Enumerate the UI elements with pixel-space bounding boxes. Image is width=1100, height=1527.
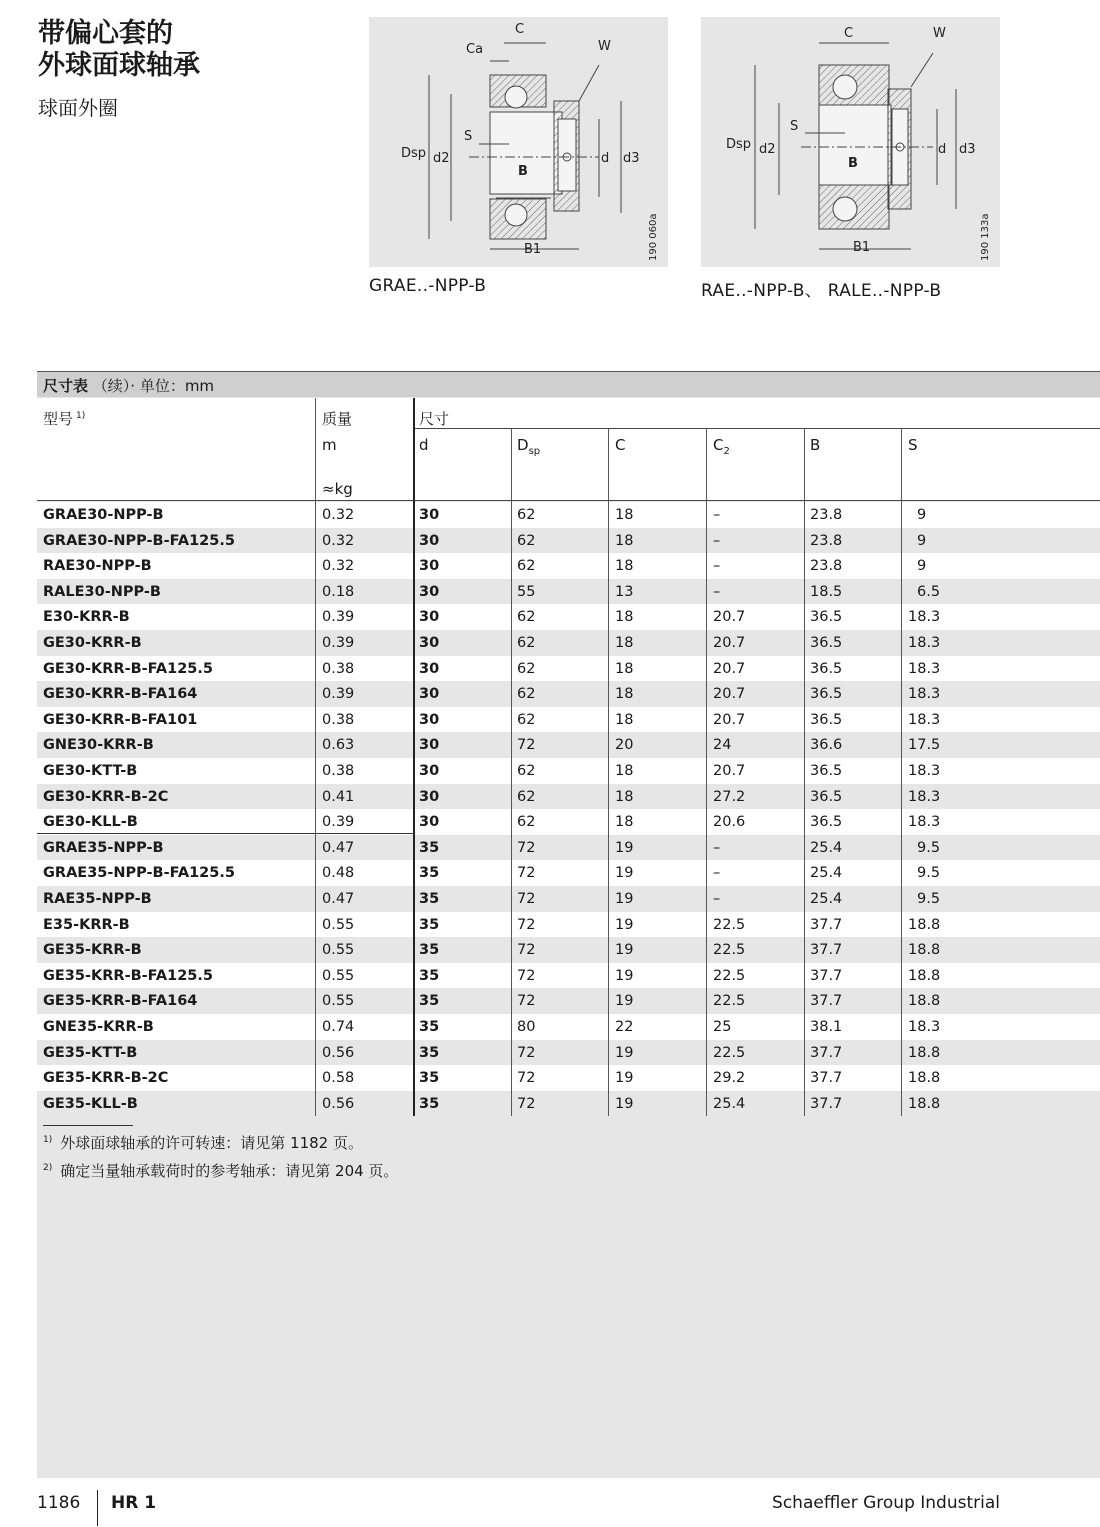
cell-d: 30 — [419, 686, 440, 703]
cell-s: 18.3 — [908, 788, 941, 805]
header-col-dsp: $D_{sp}$ — [517, 436, 541, 457]
cell-c2: 20.6 — [713, 814, 746, 831]
cell-b: 37.7 — [810, 967, 843, 984]
cell-d: 35 — [419, 1070, 440, 1087]
cell-mass: 0.55 — [322, 916, 355, 933]
label-b: B — [518, 164, 528, 179]
footnote-1 — [43, 1132, 398, 1153]
label-d2: d2 — [759, 142, 776, 157]
table-row — [37, 732, 1100, 758]
table-row — [37, 860, 1100, 886]
cell-c: 18 — [615, 558, 634, 575]
cell-s: 18.8 — [908, 1095, 941, 1112]
table-row — [37, 707, 1100, 733]
cell-d: 35 — [419, 967, 440, 984]
label-d2: d2 — [433, 151, 450, 166]
cell-s: 18.3 — [908, 1019, 941, 1035]
cell-s: 18.3 — [908, 686, 941, 703]
cell-s: 18.3 — [908, 660, 941, 677]
cell-c2: – — [713, 507, 721, 523]
page-title-line-1: 带偏心套的 — [38, 18, 173, 49]
group-separator — [37, 833, 414, 834]
cell-designation: GE30-KRR-B-FA101 — [43, 711, 198, 728]
cell-c2: – — [713, 865, 721, 882]
label-b: B — [848, 156, 858, 171]
cell-designation: GE35-KRR-B-2C — [43, 1070, 169, 1087]
cell-b: 36.5 — [810, 635, 843, 651]
cell-c: 19 — [615, 1095, 634, 1112]
table-row — [37, 1040, 1100, 1066]
cell-dsp: 72 — [517, 737, 536, 754]
cell-designation: GRAE35-NPP-B — [43, 839, 164, 856]
cell-s: 17.5 — [908, 737, 941, 754]
cell-designation: GE30-KRR-B-FA164 — [43, 686, 198, 703]
cell-d: 30 — [419, 635, 440, 651]
cell-dsp: 62 — [517, 788, 536, 805]
cell-b: 23.8 — [810, 507, 843, 523]
cell-dsp: 55 — [517, 583, 536, 600]
header-col-b: B — [810, 436, 821, 454]
footnote-mark: 2) — [43, 1163, 53, 1173]
table-title-rest: （续）· 单位：mm — [88, 377, 215, 395]
column-divider — [608, 428, 609, 1116]
cell-mass: 0.39 — [322, 609, 355, 626]
cell-c: 13 — [615, 583, 634, 600]
cell-c2: 20.7 — [713, 635, 746, 651]
table-header — [37, 398, 1100, 501]
table-row — [37, 758, 1100, 784]
cell-s: 18.8 — [908, 1070, 941, 1087]
header-col-c2: $C_2$ — [713, 436, 730, 457]
cell-b: 25.4 — [810, 891, 843, 907]
cell-s: 9.5 — [917, 865, 941, 882]
cell-c: 18 — [615, 763, 634, 779]
header-mass-symbol: m — [322, 436, 337, 454]
cell-b: 36.5 — [810, 609, 843, 626]
table-row — [37, 656, 1100, 682]
label-d: d — [601, 151, 610, 166]
label-dsp: Dsp — [726, 137, 752, 152]
cell-mass: 0.39 — [322, 635, 355, 651]
label-dsp: Dsp — [401, 146, 427, 161]
label-w: W — [933, 26, 946, 41]
label-ca: Ca — [466, 42, 484, 57]
cell-d: 30 — [419, 532, 440, 549]
label-s: S — [790, 119, 799, 134]
cell-designation: RALE30-NPP-B — [43, 583, 161, 600]
cell-c: 18 — [615, 814, 634, 831]
cell-d: 30 — [419, 558, 440, 575]
page-number: 1186 — [37, 1493, 81, 1513]
cell-s: 18.8 — [908, 967, 941, 984]
cell-dsp: 62 — [517, 558, 536, 575]
cell-dsp: 72 — [517, 1044, 536, 1061]
cell-c2: – — [713, 583, 721, 600]
cell-designation: GE30-KRR-B-FA125.5 — [43, 660, 213, 677]
label-s: S — [464, 129, 473, 144]
cell-c: 18 — [615, 507, 634, 523]
cell-c2: 25 — [713, 1019, 732, 1035]
cell-c2: – — [713, 839, 721, 856]
cell-designation: GRAE30-NPP-B-FA125.5 — [43, 532, 235, 549]
cell-c2: 22.5 — [713, 916, 746, 933]
cell-dsp: 62 — [517, 686, 536, 703]
table-row — [37, 553, 1100, 579]
cell-c2: 27.2 — [713, 788, 746, 805]
cell-s: 9.5 — [917, 891, 941, 907]
footnote-rule — [43, 1125, 133, 1126]
cell-s: 18.3 — [908, 635, 941, 651]
cell-s: 18.8 — [908, 993, 941, 1010]
cell-mass: 0.38 — [322, 660, 355, 677]
cell-c2: 22.5 — [713, 967, 746, 984]
cell-d: 35 — [419, 891, 440, 907]
footnote-mark: 1) — [43, 1135, 53, 1145]
header-dimensions: 尺寸 — [419, 410, 450, 428]
cell-dsp: 72 — [517, 916, 536, 933]
brand-name: Schaeffler Group Industrial — [772, 1493, 1000, 1513]
cell-c: 19 — [615, 839, 634, 856]
label-c: C — [844, 26, 854, 41]
cell-dsp: 62 — [517, 763, 536, 779]
cell-d: 30 — [419, 583, 440, 600]
cell-dsp: 72 — [517, 1095, 536, 1112]
cell-mass: 0.56 — [322, 1095, 355, 1112]
cell-b: 23.8 — [810, 558, 843, 575]
bearing-drawing-rae — [701, 17, 1000, 267]
cell-designation: RAE35-NPP-B — [43, 891, 152, 907]
cell-mass: 0.58 — [322, 1070, 355, 1087]
cell-b: 25.4 — [810, 865, 843, 882]
cell-dsp: 62 — [517, 635, 536, 651]
cell-b: 25.4 — [810, 839, 843, 856]
cell-b: 36.5 — [810, 660, 843, 677]
cell-dsp: 72 — [517, 993, 536, 1010]
cell-designation: GE30-KRR-B-2C — [43, 788, 169, 805]
cell-c: 19 — [615, 865, 634, 882]
cell-b: 37.7 — [810, 1095, 843, 1112]
cell-d: 35 — [419, 865, 440, 882]
header-col-c2-sub: 2 — [723, 446, 730, 457]
cell-mass: 0.56 — [322, 1044, 355, 1061]
table-row — [37, 937, 1100, 963]
cell-c: 19 — [615, 1044, 634, 1061]
cell-dsp: 72 — [517, 865, 536, 882]
cell-d: 30 — [419, 507, 440, 523]
cell-s: 9 — [917, 558, 927, 575]
cell-designation: GE35-KRR-B — [43, 942, 142, 959]
table-row — [37, 912, 1100, 938]
page-title-line-2: 外球面球轴承 — [38, 50, 200, 81]
cell-dsp: 62 — [517, 660, 536, 677]
label-w: W — [598, 39, 611, 54]
cell-designation: GRAE30-NPP-B — [43, 507, 164, 523]
cell-b: 37.7 — [810, 993, 843, 1010]
footnote-2 — [43, 1160, 398, 1181]
cell-mass: 0.55 — [322, 967, 355, 984]
cell-b: 36.5 — [810, 763, 843, 779]
cell-b: 18.5 — [810, 583, 843, 600]
cell-dsp: 62 — [517, 609, 536, 626]
cell-d: 35 — [419, 1044, 440, 1061]
table-row — [37, 835, 1100, 861]
cell-c: 18 — [615, 660, 634, 677]
table-row — [37, 784, 1100, 810]
cell-dsp: 72 — [517, 967, 536, 984]
table-row — [37, 1065, 1100, 1091]
page-title — [38, 18, 200, 82]
cell-s: 9 — [917, 507, 927, 523]
cell-b: 37.7 — [810, 916, 843, 933]
cell-c2: 22.5 — [713, 1044, 746, 1061]
header-mass-unit: ≈kg — [322, 480, 353, 498]
cell-c: 19 — [615, 1070, 634, 1087]
column-divider — [901, 428, 902, 1116]
cell-dsp: 62 — [517, 532, 536, 549]
footnote-text: 外球面球轴承的许可转速：请见第 1182 页。 — [60, 1134, 363, 1152]
cell-mass: 0.47 — [322, 839, 355, 856]
cell-c: 18 — [615, 711, 634, 728]
cell-mass: 0.55 — [322, 942, 355, 959]
table-title-strong: 尺寸表 — [43, 377, 89, 395]
label-d: d — [938, 142, 947, 157]
cell-dsp: 72 — [517, 891, 536, 907]
cell-mass: 0.38 — [322, 711, 355, 728]
cell-mass: 0.39 — [322, 814, 355, 831]
cell-c2: – — [713, 558, 721, 575]
header-col-s: S — [908, 436, 918, 454]
cell-designation: GNE30-KRR-B — [43, 737, 154, 754]
cell-b: 36.6 — [810, 737, 843, 754]
cell-c: 19 — [615, 967, 634, 984]
cell-mass: 0.48 — [322, 865, 355, 882]
label-b1: B1 — [524, 242, 542, 257]
cell-designation: E35-KRR-B — [43, 916, 130, 933]
catalogue-code: HR 1 — [111, 1493, 157, 1513]
cell-c: 22 — [615, 1019, 634, 1035]
header-col-d: d — [419, 436, 429, 454]
bearing-drawing-grae-svg — [369, 17, 668, 267]
cell-d: 35 — [419, 839, 440, 856]
cell-b: 38.1 — [810, 1019, 843, 1035]
cell-d: 30 — [419, 814, 440, 831]
table-row — [37, 630, 1100, 656]
cell-s: 6.5 — [917, 583, 941, 600]
page-subtitle: 球面外圈 — [38, 96, 118, 120]
table-row — [37, 502, 1100, 528]
cell-dsp: 72 — [517, 1070, 536, 1087]
cell-dsp: 72 — [517, 839, 536, 856]
cell-dsp: 72 — [517, 942, 536, 959]
cell-designation: GE35-KTT-B — [43, 1044, 138, 1061]
cell-mass: 0.55 — [322, 993, 355, 1010]
cell-c: 20 — [615, 737, 634, 754]
cell-c2: 20.7 — [713, 763, 746, 779]
cell-d: 30 — [419, 711, 440, 728]
column-divider — [804, 428, 805, 1116]
cell-s: 18.3 — [908, 609, 941, 626]
cell-mass: 0.74 — [322, 1019, 355, 1035]
cell-c: 19 — [615, 993, 634, 1010]
cell-d: 35 — [419, 916, 440, 933]
cell-mass: 0.47 — [322, 891, 355, 907]
cell-d: 35 — [419, 1019, 440, 1035]
drawing-code: 190 133a — [980, 213, 991, 261]
cell-c2: 20.7 — [713, 711, 746, 728]
figure-caption-grae: GRAE..-NPP-B — [369, 276, 487, 296]
table-row — [37, 579, 1100, 605]
cell-mass: 0.32 — [322, 507, 355, 523]
cell-designation: GE35-KLL-B — [43, 1095, 138, 1112]
footnotes — [43, 1125, 398, 1188]
cell-s: 18.3 — [908, 814, 941, 831]
table-row — [37, 988, 1100, 1014]
column-divider — [511, 428, 512, 1116]
header-mass: 质量 — [322, 410, 353, 428]
cell-s: 18.3 — [908, 711, 941, 728]
cell-mass: 0.41 — [322, 788, 355, 805]
cell-mass: 0.39 — [322, 686, 355, 703]
cell-b: 37.7 — [810, 942, 843, 959]
cell-designation: GE35-KRR-B-FA125.5 — [43, 967, 213, 984]
cell-c2: – — [713, 532, 721, 549]
footnote-text: 确定当量轴承载荷时的参考轴承：请见第 204 页。 — [60, 1162, 399, 1180]
cell-s: 18.8 — [908, 1044, 941, 1061]
cell-b: 36.5 — [810, 788, 843, 805]
cell-d: 30 — [419, 788, 440, 805]
cell-designation: GE30-KTT-B — [43, 763, 138, 779]
header-bottom-rule — [37, 500, 1100, 501]
figure-caption-rae: RAE..-NPP-B、 RALE..-NPP-B — [701, 281, 942, 301]
cell-d: 35 — [419, 942, 440, 959]
cell-b: 36.5 — [810, 686, 843, 703]
cell-mass: 0.38 — [322, 763, 355, 779]
cell-d: 30 — [419, 660, 440, 677]
cell-designation: GE30-KLL-B — [43, 814, 138, 831]
table-row — [37, 604, 1100, 630]
table-row — [37, 963, 1100, 989]
cell-s: 18.8 — [908, 942, 941, 959]
cell-c2: 29.2 — [713, 1070, 746, 1087]
cell-c: 18 — [615, 635, 634, 651]
bearing-drawing-grae — [369, 17, 668, 267]
table-row — [37, 1014, 1100, 1040]
cell-s: 18.3 — [908, 763, 941, 779]
cell-c: 18 — [615, 532, 634, 549]
cell-d: 30 — [419, 737, 440, 754]
cell-dsp: 62 — [517, 814, 536, 831]
header-designation-text: 型号 — [43, 410, 74, 428]
column-divider — [413, 398, 415, 1116]
cell-mass: 0.32 — [322, 532, 355, 549]
column-divider — [706, 428, 707, 1116]
label-c: C — [515, 22, 525, 37]
header-col-c: C — [615, 436, 626, 454]
header-col-dsp-sub: sp — [528, 446, 541, 457]
footer-divider — [97, 1490, 98, 1526]
table-title — [37, 371, 1100, 397]
cell-designation: GE35-KRR-B-FA164 — [43, 993, 198, 1010]
header-designation-sup: 1) — [76, 411, 86, 421]
cell-c: 19 — [615, 942, 634, 959]
cell-d: 30 — [419, 609, 440, 626]
cell-c2: 20.7 — [713, 686, 746, 703]
cell-b: 36.5 — [810, 814, 843, 831]
cell-c2: – — [713, 891, 721, 907]
cell-dsp: 62 — [517, 507, 536, 523]
table-row — [37, 809, 1100, 835]
column-divider — [315, 398, 316, 1116]
cell-designation: E30-KRR-B — [43, 609, 130, 626]
cell-d: 35 — [419, 1095, 440, 1112]
cell-c2: 22.5 — [713, 942, 746, 959]
table-row — [37, 886, 1100, 912]
cell-d: 30 — [419, 763, 440, 779]
cell-b: 37.7 — [810, 1044, 843, 1061]
cell-designation: GE30-KRR-B — [43, 635, 142, 651]
label-d3: d3 — [959, 142, 976, 157]
table-row — [37, 681, 1100, 707]
cell-d: 35 — [419, 993, 440, 1010]
cell-c: 19 — [615, 916, 634, 933]
header-divider — [413, 428, 1100, 429]
cell-c: 18 — [615, 686, 634, 703]
cell-c: 18 — [615, 609, 634, 626]
cell-c2: 24 — [713, 737, 732, 754]
cell-mass: 0.63 — [322, 737, 355, 754]
cell-c2: 22.5 — [713, 993, 746, 1010]
cell-s: 9 — [917, 532, 927, 549]
cell-dsp: 62 — [517, 711, 536, 728]
cell-designation: GRAE35-NPP-B-FA125.5 — [43, 865, 235, 882]
cell-s: 9.5 — [917, 839, 941, 856]
cell-dsp: 80 — [517, 1019, 536, 1035]
cell-mass: 0.32 — [322, 558, 355, 575]
cell-c2: 20.7 — [713, 660, 746, 677]
cell-b: 36.5 — [810, 711, 843, 728]
cell-s: 18.8 — [908, 916, 941, 933]
table-row — [37, 528, 1100, 554]
table-row — [37, 1091, 1100, 1117]
cell-c2: 20.7 — [713, 609, 746, 626]
label-b1: B1 — [853, 240, 871, 255]
bearing-drawing-rae-svg — [701, 17, 1000, 267]
cell-b: 37.7 — [810, 1070, 843, 1087]
cell-b: 23.8 — [810, 532, 843, 549]
label-d3: d3 — [623, 151, 640, 166]
cell-c2: 25.4 — [713, 1095, 746, 1112]
header-designation — [43, 408, 85, 429]
cell-c: 19 — [615, 891, 634, 907]
cell-designation: RAE30-NPP-B — [43, 558, 152, 575]
cell-c: 18 — [615, 788, 634, 805]
cell-designation: GNE35-KRR-B — [43, 1019, 154, 1035]
cell-mass: 0.18 — [322, 583, 355, 600]
drawing-code: 190 060a — [648, 213, 659, 261]
